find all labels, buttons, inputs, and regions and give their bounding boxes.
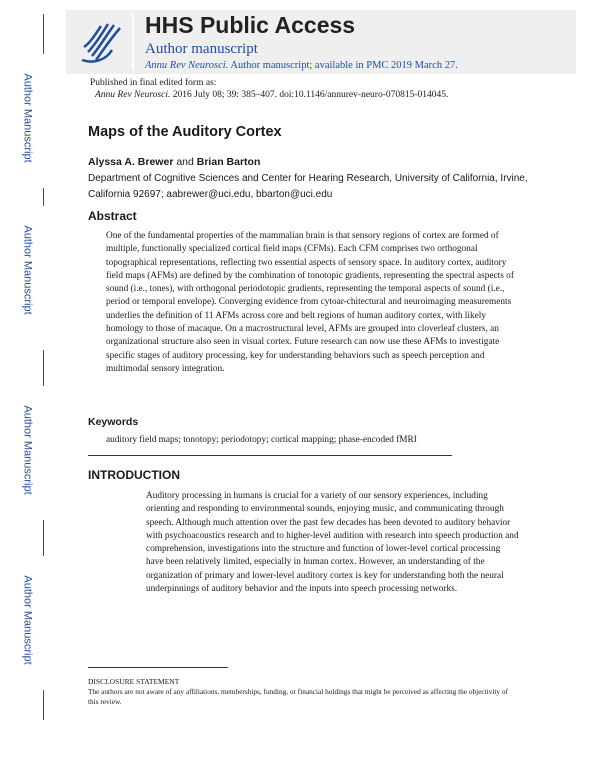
author-separator: and — [173, 156, 197, 168]
article-title: Maps of the Auditory Cortex — [88, 124, 282, 140]
abstract-heading: Abstract — [88, 209, 137, 223]
side-rule — [43, 14, 44, 54]
side-label-1: Author Manuscript — [22, 73, 35, 163]
published-label: Published in final edited form as: — [90, 78, 217, 88]
keywords-heading: Keywords — [88, 416, 139, 428]
banner-citation — [145, 60, 458, 71]
side-label-2: Author Manuscript — [22, 225, 35, 315]
abstract-text: One of the fundamental properties of the mammalian brain is that sensory regions of cortex are formed of multiple, functionally specialized cortical field maps (CFMs). Each CFM comprises two orthogonal topographical representations, reflecting two essential aspects of sensory space. In auditory cortex, auditory field maps (AFMs) are defined by the combination of tonotopic gradients, representing the spectral aspects of sound (i.e., tones), with orthogonal periodotopic gradients, representing the temporal aspects of sound (i.e., period or temporal envelope). Converging evidence from cytoar-chitectural and neuroimaging measurements underlies the definition of 11 AFMs across core and belt regions of human auditory cortex, with likely homology to those of macaque. On a macrostructural level, AFMs are grouped into cloverleaf clusters, an organizational structure also seen in visual cortex. Future research can now use these AFMs to investigate specific stages of auditory processing, key for understanding behaviors such as speech perception and multimodal sensory integration. — [106, 231, 514, 374]
hhs-eagle-logo — [76, 16, 128, 68]
banner-title: HHS Public Access — [145, 12, 356, 38]
published-details: 2016 July 08; 39: 385–407. doi:10.1146/annurev-neuro-070815-014045. — [170, 90, 449, 100]
published-citation — [95, 90, 448, 100]
side-label-4: Author Manuscript — [22, 575, 35, 665]
published-journal: Annu Rev Neurosci. — [95, 90, 171, 100]
keywords-divider — [88, 455, 452, 456]
banner-journal: Annu Rev Neurosci. — [145, 60, 229, 71]
disclosure-text: The authors are not aware of any affiliations, memberships, funding, or financial holdings that might be perceived as affecting the objectivity of this review. — [88, 687, 508, 706]
side-rule — [43, 350, 44, 386]
banner-divider — [132, 14, 134, 70]
author-name: Alyssa A. Brewer — [88, 156, 174, 168]
introduction-text: Auditory processing in humans is crucial for a variety of our sensory experiences, including orienting and responding to environmental sounds, enjoying music, and communicating through speech. Although much attention over the past few decades has been devoted to auditory behavior with psychoacoustics research and to higher-level audition with research into speech production and comprehension, investigations into the structure and function of lower-level cortical processing have been relatively limited, especially in human cortex. However, an understanding of the organization of primary and lower-level auditory cortex is key for understanding both the neural underpinnings of auditory behavior and the inputs into speech processing networks. — [146, 491, 519, 595]
side-rule — [43, 520, 44, 556]
affiliation: Department of Cognitive Sciences and Center for Hearing Research, University of California, Irvine, California 92697; aabrewer@uci.edu, bbarton@uci.edu — [88, 173, 528, 200]
author-name: Brian Barton — [196, 156, 261, 168]
footnote-divider — [88, 667, 228, 668]
introduction-heading: INTRODUCTION — [88, 468, 180, 482]
side-rule — [43, 188, 44, 206]
author-list — [88, 156, 260, 168]
side-label-3: Author Manuscript — [22, 405, 35, 495]
banner-availability: Author manuscript; available in PMC 2019 March 27. — [228, 60, 458, 71]
disclosure-heading: DISCLOSURE STATEMENT — [88, 677, 180, 686]
side-rule — [43, 690, 44, 720]
hhs-banner — [66, 10, 576, 74]
keywords-text: auditory field maps; tonotopy; periodotopy; cortical mapping; phase-encoded fMRI — [106, 435, 417, 445]
banner-subtitle: Author manuscript — [145, 41, 258, 57]
